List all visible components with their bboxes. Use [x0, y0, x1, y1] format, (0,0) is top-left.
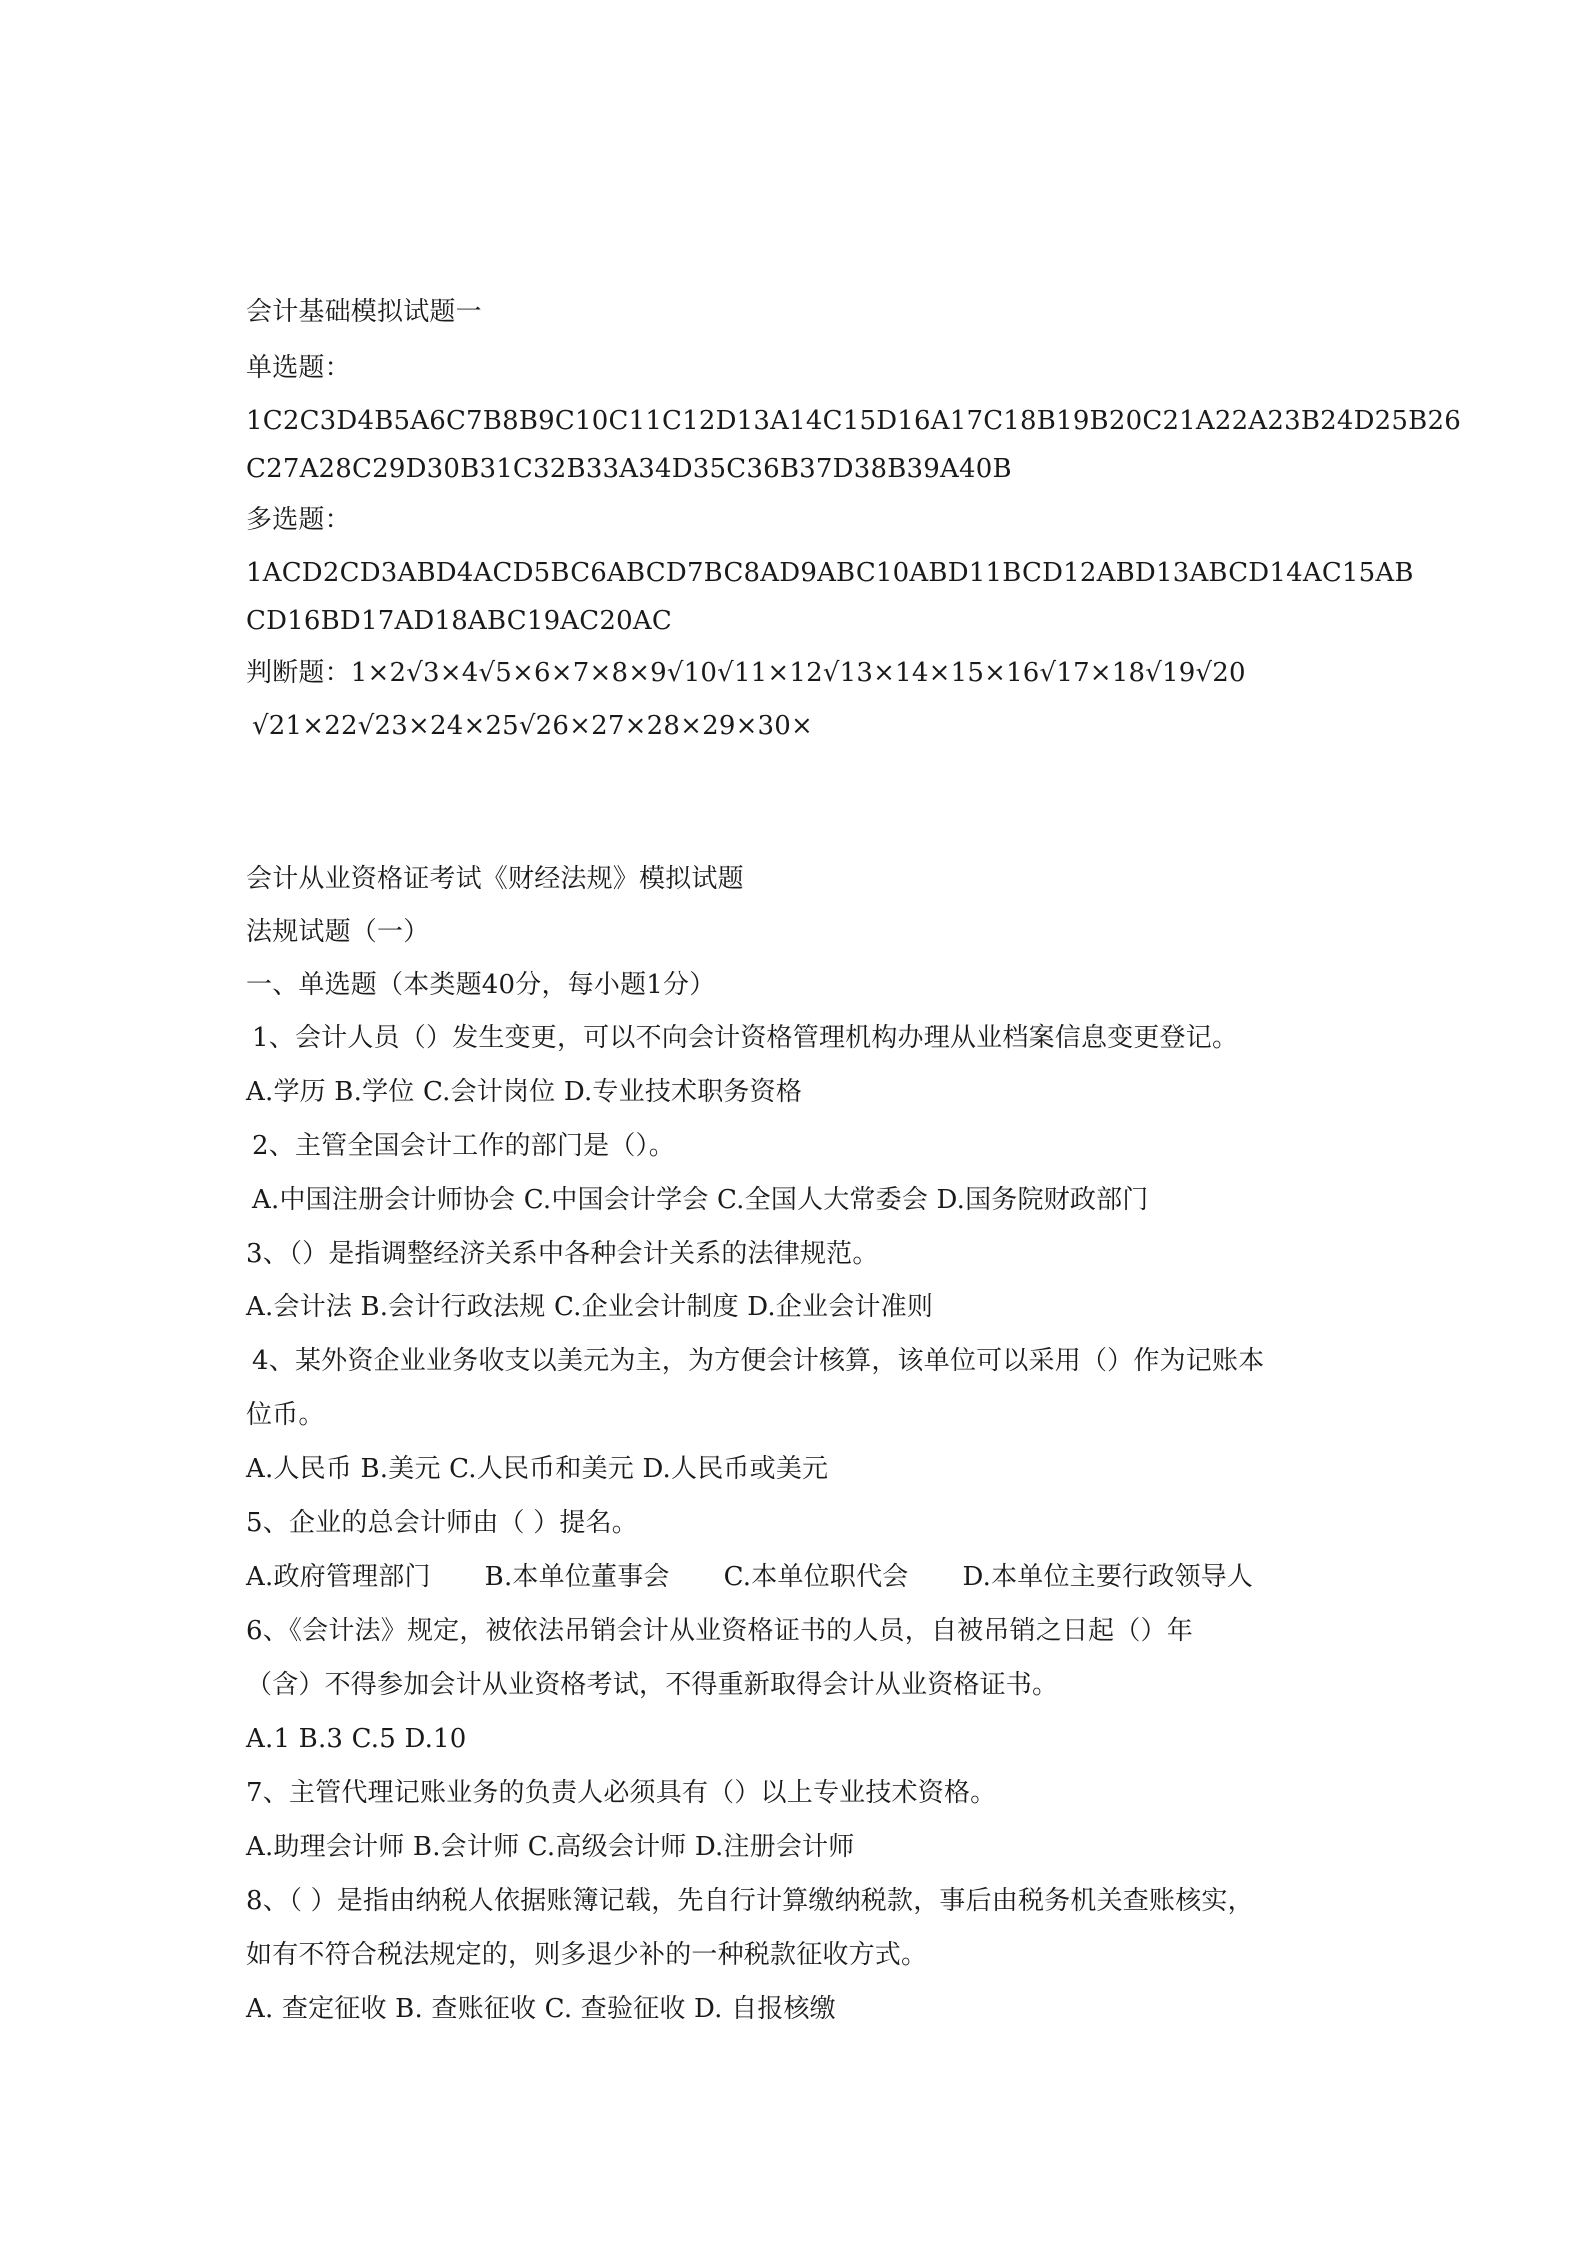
question-7: 7、主管代理记账业务的负责人必须具有（）以上专业技术资格。 — [246, 1778, 997, 1808]
question-4-options: A.人民币 B.美元 C.人民币和美元 D.人民币或美元 — [246, 1454, 829, 1484]
question-8-line1: 8、（ ）是指由纳税人依据账簿记载，先自行计算缴纳税款，事后由税务机关查账核实， — [246, 1886, 1254, 1916]
question-4-line2: 位币。 — [246, 1400, 325, 1430]
question-8-options: A. 查定征收 B. 查账征收 C. 查验征收 D. 自报核缴 — [246, 1994, 836, 2024]
question-5-option-c: C.本单位职代会 — [723, 1562, 909, 1592]
judgement-answers-line1: 判断题：1×2√3×4√5×6×7×8×9√10√11×12√13×14×15×16√17×18√19√20 — [246, 658, 1246, 688]
question-6-options: A.1 B.3 C.5 D.10 — [246, 1724, 467, 1754]
judgement-answers-line2: √21×22√23×24×25√26×27×28×29×30× — [252, 711, 814, 741]
section2-heading: 一、单选题（本类题40分，每小题1分） — [246, 970, 716, 1000]
question-4-line1: 4、某外资企业业务收支以美元为主，为方便会计核算，该单位可以采用（）作为记账本 — [252, 1346, 1265, 1376]
multi-choice-label: 多选题： — [246, 505, 351, 535]
question-3-options: A.会计法 B.会计行政法规 C.企业会计制度 D.企业会计准则 — [246, 1292, 934, 1322]
question-2: 2、主管全国会计工作的部门是（）。 — [252, 1131, 675, 1161]
single-choice-answers-line1: 1C2C3D4B5A6C7B8B9C10C11C12D13A14C15D16A17C18B19B20C21A22A23B24D25B26 — [246, 406, 1461, 436]
question-5: 5、企业的总会计师由（ ）提名。 — [246, 1508, 639, 1538]
question-2-options: A.中国注册会计师协会 C.中国会计学会 C.全国人大常委会 D.国务院财政部门 — [252, 1185, 1149, 1215]
question-1-options: A.学历 B.学位 C.会计岗位 D.专业技术职务资格 — [246, 1077, 803, 1107]
question-1: 1、会计人员（）发生变更，可以不向会计资格管理机构办理从业档案信息变更登记。 — [252, 1023, 1239, 1053]
question-5-option-b: B.本单位董事会 — [484, 1562, 670, 1592]
section2-title: 会计从业资格证考试《财经法规》模拟试题 — [246, 864, 744, 894]
single-choice-label: 单选题： — [246, 353, 351, 383]
question-5-option-a: A.政府管理部门 — [246, 1562, 431, 1592]
single-choice-answers-line2: C27A28C29D30B31C32B33A34D35C36B37D38B39A40B — [246, 454, 1012, 484]
question-3: 3、（）是指调整经济关系中各种会计关系的法律规范。 — [246, 1239, 879, 1269]
question-5-options — [246, 1559, 1376, 1595]
multi-choice-answers-line1: 1ACD2CD3ABD4ACD5BC6ABCD7BC8AD9ABC10ABD11BCD12ABD13ABCD14AC15AB — [246, 558, 1414, 588]
question-6-line1: 6、《会计法》规定，被依法吊销会计从业资格证书的人员，自被吊销之日起（）年 — [246, 1616, 1193, 1646]
section2-subtitle: 法规试题（一） — [246, 917, 430, 947]
question-7-options: A.助理会计师 B.会计师 C.高级会计师 D.注册会计师 — [246, 1832, 855, 1862]
question-8-line2: 如有不符合税法规定的，则多退少补的一种税款征收方式。 — [246, 1940, 928, 1970]
question-6-line2: （含）不得参加会计从业资格考试，不得重新取得会计从业资格证书。 — [246, 1670, 1059, 1700]
multi-choice-answers-line2: CD16BD17AD18ABC19AC20AC — [246, 606, 672, 636]
question-5-option-d: D.本单位主要行政领导人 — [962, 1562, 1254, 1592]
section1-title: 会计基础模拟试题一 — [246, 297, 482, 327]
